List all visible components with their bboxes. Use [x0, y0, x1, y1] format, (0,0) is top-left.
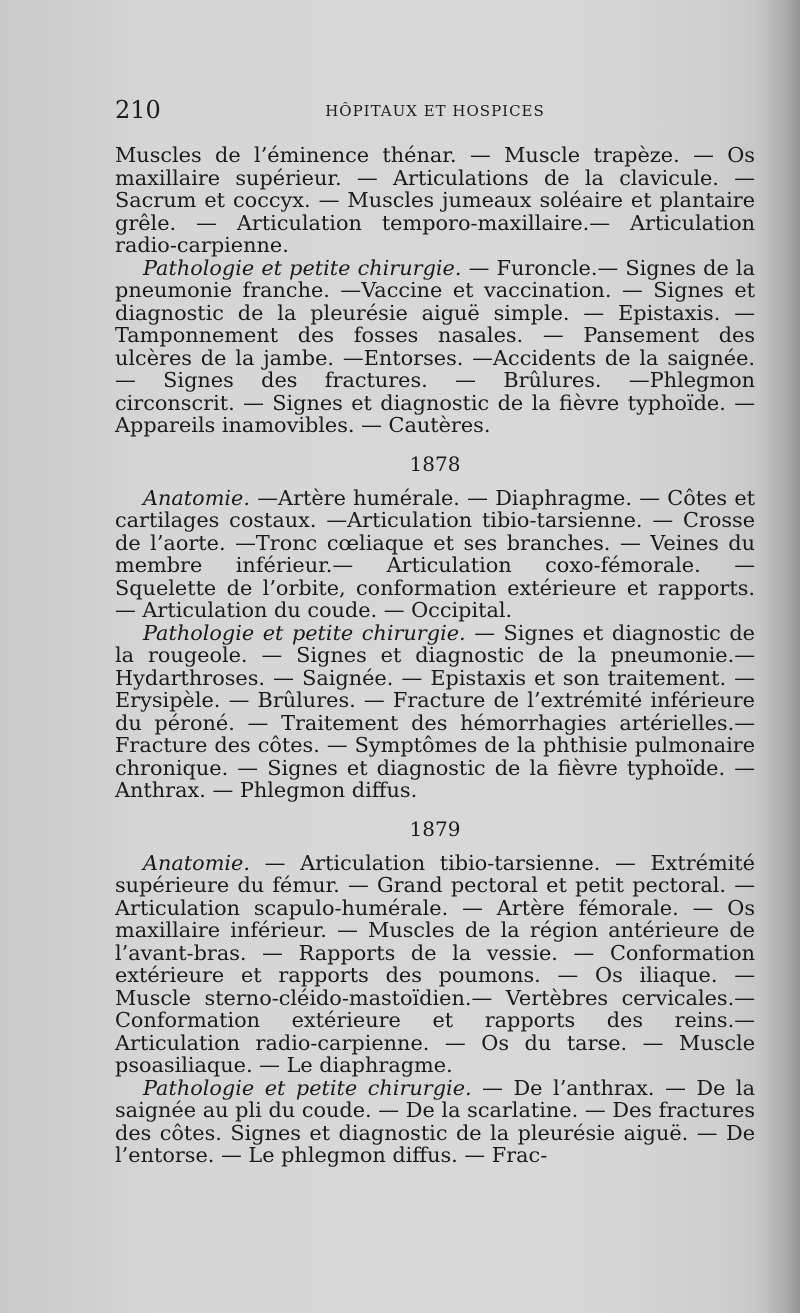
section-lead: Pathologie et petite chirurgie.: [143, 1075, 472, 1100]
paragraph-text: — Articulation tibio-tarsienne. — Extrémité supérieure du fémur. — Grand pectoral et petit pectoral. — Articulation scapulo-humérale. — Artère fémorale. — Os maxillaire inférieur. — Muscles de la région antérieure de l’avant-bras. — Rapports de la vessie. — Conformation extérieure et rapports des poumons. — Os iliaque. — Muscle sterno-cléido-mastoïdien.— Vertèbres cervicales.— Conformation extérieure et rapports des reins.— Articulation radio-carpienne. — Os du tarse. — Muscle psoasiliaque. — Le diaphragme.: [115, 850, 755, 1077]
page-number: 210: [115, 96, 161, 124]
year-heading-1879: 1879: [409, 816, 461, 841]
section-lead: Pathologie et petite chirurgie.: [143, 255, 462, 280]
paragraph-anatomy-1877-end: Muscles de l’éminence thénar. — Muscle trapèze. — Os maxillaire supérieur. — Articulations de la clavicule. — Sacrum et coccyx. — Muscles jumeaux soléaire et plantaire grêle. — Articulation temporo-maxillaire.— Articulation radio-carpienne.: [115, 143, 755, 257]
paragraph-anatomy-1878: [115, 487, 755, 622]
year-heading-1878: 1878: [409, 451, 461, 476]
paragraph-text: —Artère humérale. — Diaphragme. — Côtes et cartilages costaux. —Articulation tibio-tarsienne. — Crosse de l’aorte. —Tronc cœliaque et ses branches. — Veines du membre inférieur.— Articulation coxo-fémorale. — Squelette de l’orbite, conformation extérieure et rapports. — Articulation du coude. — Occipital.: [115, 485, 755, 622]
body-text: [115, 144, 755, 1167]
paragraph-pathology-1877: [115, 257, 755, 437]
paragraph-anatomy-1879: [115, 852, 755, 1077]
section-lead: Anatomie.: [143, 850, 250, 875]
section-lead: Anatomie.: [143, 485, 250, 510]
page-header: [115, 96, 755, 130]
section-lead: Pathologie et petite chirurgie.: [143, 620, 466, 645]
paragraph-pathology-1878: [115, 622, 755, 802]
spine-shadow: [760, 0, 800, 1313]
paragraph-pathology-1879: [115, 1077, 755, 1167]
paragraph-text: — Signes et diagnostic de la rougeole. — Signes et diagnostic de la pneumonie.— Hydarthroses. — Saignée. — Epistaxis et son traitement. — Erysipèle. — Brûlures. — Fracture de l’extrémité inférieure du péroné. — Traitement des hémorrhagies artérielles.— Fracture des côtes. — Symptômes de la phthisie pulmonaire chronique. — Signes et diagnostic de la fièvre typhoïde. — Anthrax. — Phlegmon diffus.: [115, 620, 755, 802]
paragraph-text: — Furoncle.— Signes de la pneumonie franche. —Vaccine et vaccination. — Signes et diagnostic de la pleurésie aiguë simple. — Epistaxis. — Tamponnement des fosses nasales. — Pansement des ulcères de la jambe. —Entorses. —Accidents de la saignée. — Signes des fractures. — Brûlures. —Phlegmon circonscrit. — Signes et diagnostic de la fièvre typhoïde. — Appareils inamovibles. — Cautères.: [115, 255, 755, 437]
paragraph-text: — De l’anthrax. — De la saignée au pli du coude. — De la scarlatine. — Des fractures des côtes. Signes et diagnostic de la pleurésie aiguë. — De l’entorse. — Le phlegmon diffus. — Frac-: [115, 1075, 755, 1167]
running-title: HÔPITAUX ET HOSPICES: [325, 102, 545, 120]
